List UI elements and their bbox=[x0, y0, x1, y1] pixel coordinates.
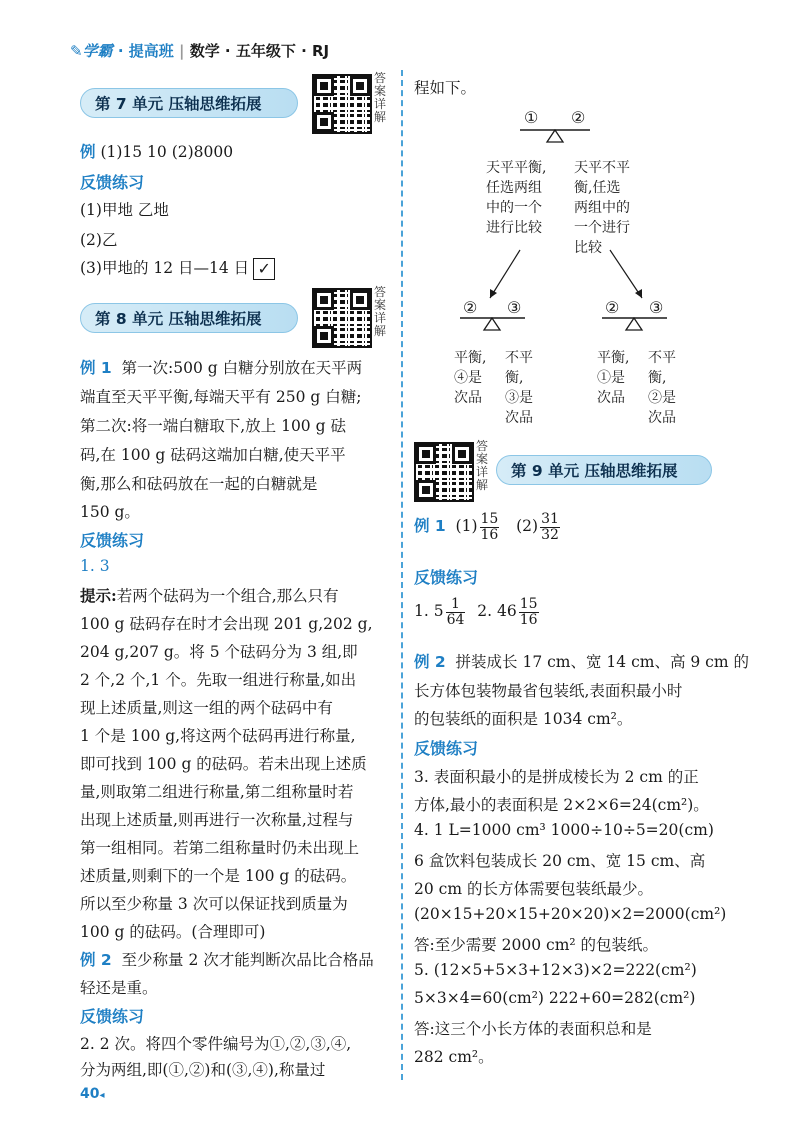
unit8-ex1-line-6: 150 g。 bbox=[80, 503, 140, 521]
unit8-feedback1-heading: 反馈练习 bbox=[80, 531, 145, 550]
unit9-fb2-line-5: 20 cm 的长方体需要包装纸最少。 bbox=[414, 880, 653, 898]
unit9-fb2-line-10: 答:这三个小长方体的表面积总和是 bbox=[414, 1020, 652, 1038]
hint-line-10: 第一组相同。若第二组称量时仍未出现上 bbox=[80, 839, 360, 857]
unit9-fb2-line-7: 答:至少需要 2000 cm² 的包装纸。 bbox=[414, 936, 659, 954]
arrowhead-left bbox=[490, 289, 497, 298]
unit9-fb2-line-8: 5. (12×5+5×3+12×3)×2=222(cm²) bbox=[414, 961, 697, 979]
unit8-ex2-line-1: 例 2 至少称量 2 次才能判断次品比合格品 bbox=[80, 951, 374, 969]
unit8-ex2-line-2: 轻还是重。 bbox=[80, 979, 158, 997]
hint-line-12: 所以至少称量 3 次可以保证找到质量为 bbox=[80, 895, 348, 913]
unit9-ex2-line-1: 例 2 拼装成长 17 cm、宽 14 cm、高 9 cm 的 bbox=[414, 653, 749, 671]
hint-line-2: 100 g 砝码存在时才会出现 201 g,202 g, bbox=[80, 615, 373, 633]
unit9-fb2-line-2: 方体,最小的表面积是 2×2×6=24(cm²)。 bbox=[414, 796, 709, 814]
branch-text-left: 天平平衡, 任选两组 中的一个 进行比较 bbox=[486, 160, 547, 236]
unit9-feedback2-heading: 反馈练习 bbox=[414, 739, 479, 758]
branch-text-right: 天平不平 衡,任选 两组中的 一个进行 比较 bbox=[574, 160, 630, 256]
hint-line-13: 100 g 的砝码。(合理即可) bbox=[80, 923, 266, 941]
mid-left-scale-b: ③ bbox=[507, 298, 522, 317]
outcome-ll: 平衡, ④是 次品 bbox=[454, 350, 487, 406]
column-divider bbox=[401, 70, 403, 1080]
outcome-rr: 不平 衡, ②是 次品 bbox=[648, 350, 676, 426]
unit8-ex1-line-3: 第二次:将一端白糖取下,放上 100 g 砝 bbox=[80, 417, 346, 435]
qr-code-icon bbox=[414, 442, 474, 502]
unit7-item-1: (1)甲地 乙地 bbox=[80, 201, 169, 219]
unit7-banner: 第 7 单元 压轴思维拓展 bbox=[80, 88, 298, 118]
page-header: ✎学霸 · 提高班 | 数学 · 五年级下 · RJ bbox=[70, 42, 330, 60]
outcome-lr: 不平 衡, ③是 次品 bbox=[505, 350, 533, 426]
unit9-ex2-line-3: 的包装纸的面积是 1034 cm²。 bbox=[414, 710, 633, 728]
unit9-fb2-line-9: 5×3×4=60(cm²) 222+60=282(cm²) bbox=[414, 989, 696, 1007]
brand-feather-icon: ✎ bbox=[70, 42, 83, 60]
arrowhead-right bbox=[635, 289, 642, 298]
qr-caption: 答案详解 bbox=[476, 439, 489, 492]
arrow-left-branch bbox=[490, 250, 520, 298]
unit9-fb2-line-6: (20×15+20×15+20×20)×2=2000(cm²) bbox=[414, 905, 727, 923]
unit7-item-2: (2)乙 bbox=[80, 231, 118, 249]
qr-caption: 答案详解 bbox=[374, 71, 387, 124]
fraction: $\frac{15}{16}$ bbox=[519, 596, 538, 628]
fraction: $\frac{1}{64}$ bbox=[446, 596, 465, 628]
unit8-ex1-line-4: 码,在 100 g 砝码这端加白糖,使天平平 bbox=[80, 446, 346, 464]
balance-scale-top-icon bbox=[520, 130, 590, 142]
unit8-fb2-line-2: 分为两组,即(①,②)和(③,④),称量过 bbox=[80, 1061, 326, 1079]
fraction: $\frac{15}{16}$ bbox=[480, 511, 499, 543]
series-name: 提高班 bbox=[128, 42, 174, 60]
hint-line-4: 2 个,2 个,1 个。先取一组进行称量,如出 bbox=[80, 671, 357, 689]
qr-caption: 答案详解 bbox=[374, 285, 387, 338]
unit7-feedback-heading: 反馈练习 bbox=[80, 173, 145, 192]
top-scale-right-label: ② bbox=[571, 108, 586, 127]
unit9-ex2-line-2: 长方体包装物最省包装纸,表面积最小时 bbox=[414, 682, 683, 700]
unit8-feedback2-heading: 反馈练习 bbox=[80, 1007, 145, 1026]
unit9-ex1: 例 1 (1) $\frac{15}{16}$ (2) $\frac{31}{32}$ bbox=[414, 511, 559, 543]
mid-right-scale-a: ② bbox=[605, 298, 620, 317]
mid-right-scale-b: ③ bbox=[649, 298, 664, 317]
qr-code-icon bbox=[312, 288, 372, 348]
unit9-fb2-line-1: 3. 表面积最小的是拼成棱长为 2 cm 的正 bbox=[414, 768, 699, 786]
unit8-ex1-line-5: 衡,那么和砝码放在一起的白糖就是 bbox=[80, 475, 318, 493]
unit8-ex1-line-1: 例 1 第一次:500 g 白糖分别放在天平两 bbox=[80, 359, 363, 377]
hint-line-11: 述质量,则剩下的一个是 100 g 的砝码。 bbox=[80, 867, 357, 885]
hint-line-6: 1 个是 100 g,将这两个砝码再进行称量, bbox=[80, 727, 356, 745]
unit9-fb2-line-11: 282 cm²。 bbox=[414, 1048, 494, 1066]
hint-line-8: 量,则取第二组进行称量,第二组称量时若 bbox=[80, 783, 354, 801]
unit9-fb2-line-4: 6 盒饮料包装成长 20 cm、宽 15 cm、高 bbox=[414, 852, 706, 870]
brand-logo: ✎学霸 bbox=[70, 42, 113, 60]
unit9-banner: 第 9 单元 压轴思维拓展 bbox=[496, 455, 712, 485]
check-box-icon: ✓ bbox=[253, 258, 275, 280]
balance-scale-mid-left-icon bbox=[460, 318, 525, 330]
outcome-rl: 平衡, ①是 次品 bbox=[597, 350, 630, 406]
unit7-example: 例 (1)15 10 (2)8000 bbox=[80, 143, 234, 161]
top-scale-left-label: ① bbox=[524, 108, 539, 127]
unit8-ex1-line-2: 端直至天平平衡,每端天平有 250 g 白糖; bbox=[80, 388, 362, 406]
subject-label: 数学 · 五年级下 · RJ bbox=[189, 42, 330, 60]
hint-line-9: 出现上述质量,则再进行一次称量,过程与 bbox=[80, 811, 354, 829]
hint-line-5: 现上述质量,则这一组的两个砝码中有 bbox=[80, 699, 333, 717]
unit8-fb2-line-1: 2. 2 次。将四个零件编号为①,②,③,④, bbox=[80, 1035, 352, 1053]
unit9-fb2-line-3: 4. 1 L=1000 cm³ 1000÷10÷5=20(cm) bbox=[414, 821, 714, 839]
unit9-fb1: 1. 5 $\frac{1}{64}$ 2. 46 $\frac{15}{16}$ bbox=[414, 596, 538, 628]
unit7-item-3: (3)甲地的 12 日—14 日 ✓ bbox=[80, 256, 275, 280]
page-number: 40◂ bbox=[80, 1086, 105, 1102]
hint-line-3: 204 g,207 g。将 5 个砝码分为 3 组,即 bbox=[80, 643, 358, 661]
unit8-banner: 第 8 单元 压轴思维拓展 bbox=[80, 303, 298, 333]
hint-line-7: 即可找到 100 g 的砝码。若未出现上述质 bbox=[80, 755, 367, 773]
balance-scale-mid-right-icon bbox=[602, 318, 667, 330]
mid-left-scale-a: ② bbox=[463, 298, 478, 317]
fraction: $\frac{31}{32}$ bbox=[541, 511, 559, 543]
unit9-feedback1-heading: 反馈练习 bbox=[414, 568, 479, 587]
continuation-text: 程如下。 bbox=[414, 79, 477, 97]
qr-code-icon bbox=[312, 74, 372, 134]
arrow-icon: ◂ bbox=[99, 1090, 105, 1101]
hint-line-1: 提示:若两个砝码为一个组合,那么只有 bbox=[80, 586, 339, 605]
unit8-fb1-answer: 1. 3 bbox=[80, 557, 110, 575]
